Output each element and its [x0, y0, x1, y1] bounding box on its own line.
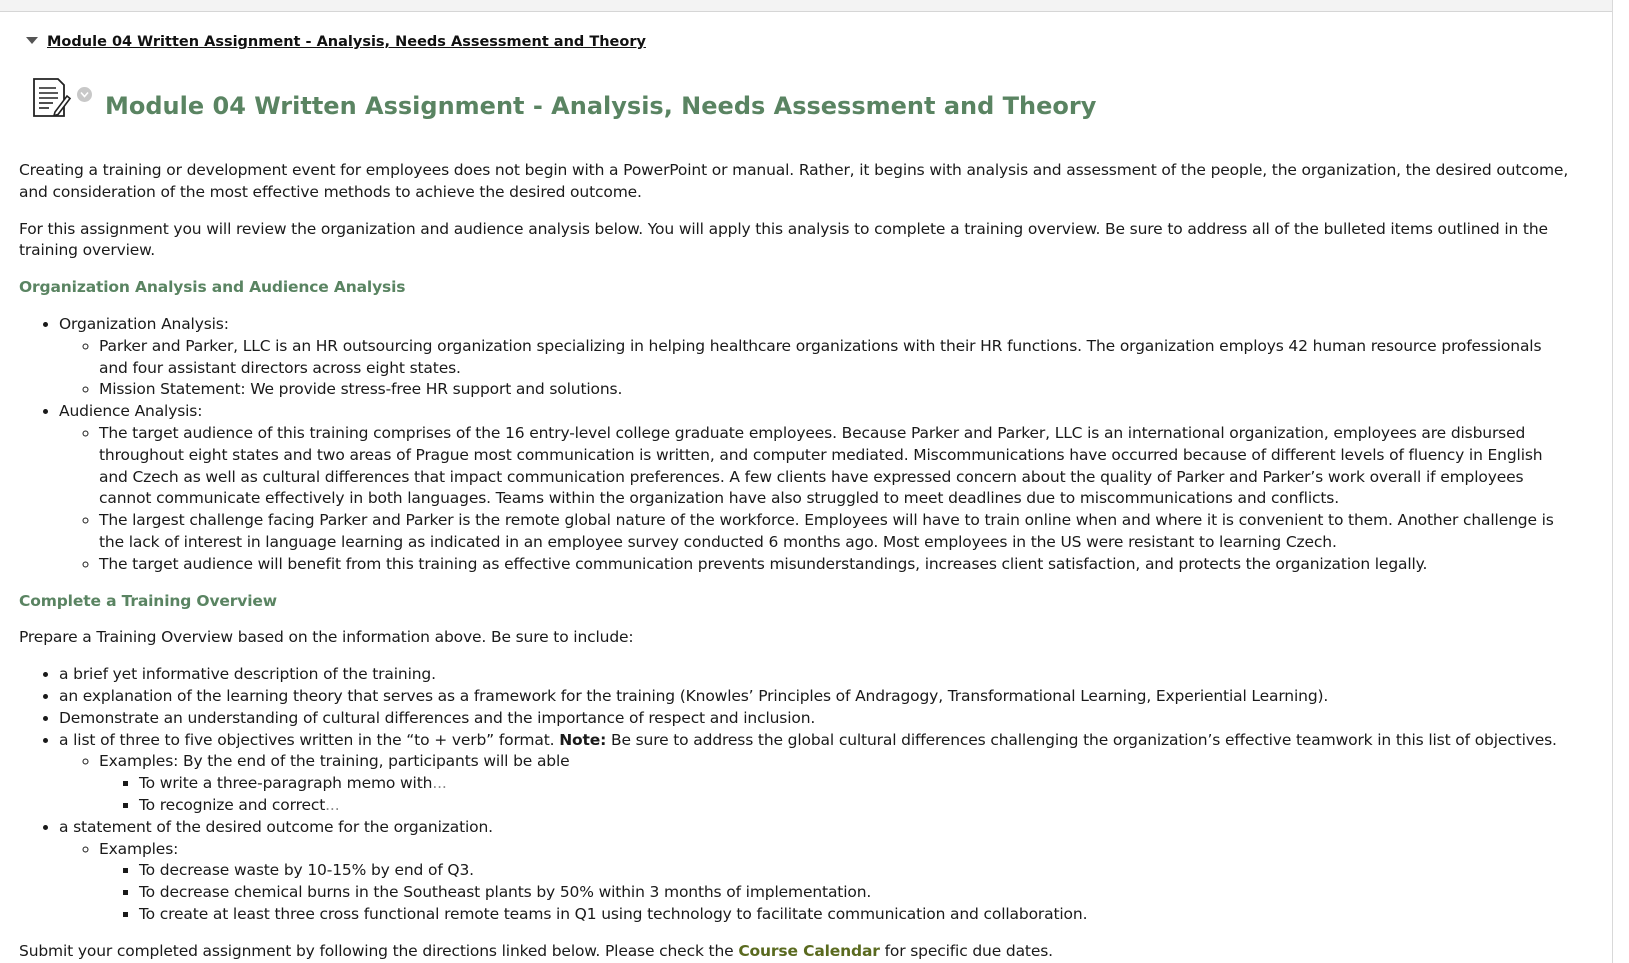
- examples-label: Examples:: [99, 839, 179, 858]
- example-text: To write a three-paragraph memo with: [139, 774, 433, 793]
- outcome-text: a statement of the desired outcome for the organization.: [59, 817, 493, 836]
- examples-label: Examples: By the end of the training, participants will be able: [99, 752, 570, 771]
- list-item: [59, 817, 1574, 926]
- breadcrumb-link[interactable]: Module 04 Written Assignment - Analysis, Needs Assessment and Theory: [47, 34, 646, 50]
- objectives-note-text: Be sure to address the global cultural differences challenging the organization’s effective teamwork in this list of objectives.: [606, 730, 1557, 749]
- list-item: • a brief yet informative description of the training.: [59, 664, 1574, 686]
- ellipsis: ...: [325, 795, 340, 814]
- note-label: Note:: [559, 730, 607, 749]
- collapse-caret-icon[interactable]: [26, 37, 38, 44]
- list-item: ▪ To create at least three cross functional remote teams in Q1 using technology to facilitate communication and collaboration.: [139, 904, 1574, 926]
- list-item: [99, 839, 1574, 926]
- overview-intro: Prepare a Training Overview based on the information above. Be sure to include:: [19, 628, 634, 647]
- list-item: ◦ Parker and Parker, LLC is an HR outsourcing organization specializing in helping healthcare organizations with their HR functions. The organization employs 42 human resource professionals and four assistant directors across eight states.: [99, 336, 1574, 380]
- list-item: ◦ The largest challenge facing Parker and Parker is the remote global nature of the workforce. Employees will have to train online when and where it is convenient to them. Another challenge is the lack of interest in language learning as indicated in an employee survey conducted 6 months ago. Most employees in the US were resistant to learning Czech.: [99, 510, 1574, 554]
- intro-paragraph-2: For this assignment you will review the organization and audience analysis below. You will apply this analysis to complete a training overview. Be sure to address all of the bulleted items outlined in the training overview.: [19, 219, 1548, 260]
- list-item: • Demonstrate an understanding of cultural differences and the importance of respect and inclusion.: [59, 708, 1574, 730]
- list-item: • an explanation of the learning theory that serves as a framework for the training (Knowles’ Principles of Andragogy, Transformational Learning, Experiential Learning).: [59, 686, 1574, 708]
- list-item: ◦ The target audience of this training comprises of the 16 entry-level college graduate employees. Because Parker and Parker, LLC is an international organization, employees are disbursed throughout eight states and two areas of Prague most communication is written, and computer mediated. Miscommunications have occurred because of different levels of fluency in English and Czech as well as cultural differences that impact communication preferences. A few clients have expressed concern about the quality of Parker and Parker’s work overall if employees cannot communicate effectively in both languages. Teams within the organization have also struggled to meet deadlines due to miscommunications and conflicts.: [99, 423, 1574, 510]
- breadcrumb: [26, 34, 646, 50]
- list-item: ▪ To decrease chemical burns in the Southeast plants by 50% within 3 months of implementation.: [139, 882, 1574, 904]
- list-item: [59, 401, 1574, 575]
- section-heading-analysis: Organization Analysis and Audience Analysis: [19, 278, 406, 297]
- list-item: [59, 730, 1574, 817]
- list-item: ◦ Mission Statement: We provide stress-free HR support and solutions.: [99, 379, 1574, 401]
- assignment-body: [19, 160, 1574, 963]
- audience-analysis-label: Audience Analysis:: [59, 402, 203, 421]
- submit-text-end: for specific due dates.: [879, 941, 1053, 960]
- analysis-list: [19, 314, 1574, 576]
- top-toolbar: [0, 0, 1612, 12]
- objectives-text: a list of three to five objectives written in the “to + verb” format.: [59, 730, 560, 749]
- check-circle-icon[interactable]: [77, 87, 92, 102]
- list-item: ▪ To decrease waste by 10-15% by end of Q3.: [139, 860, 1574, 882]
- assignment-icon: [31, 76, 71, 120]
- ellipsis: ...: [432, 774, 447, 793]
- scrollbar-track[interactable]: [1612, 0, 1613, 963]
- content-page: [0, 12, 1612, 963]
- list-item: [59, 314, 1574, 401]
- list-item: [139, 773, 1574, 795]
- list-item: [99, 751, 1574, 816]
- list-item: [139, 795, 1574, 817]
- section-heading-overview: Complete a Training Overview: [19, 591, 277, 610]
- submit-text: Submit your completed assignment by following the directions linked below. Please check the: [19, 941, 739, 960]
- example-text: To recognize and correct: [139, 795, 326, 814]
- org-analysis-label: Organization Analysis:: [59, 314, 229, 333]
- list-item: ◦ The target audience will benefit from this training as effective communication prevents misunderstandings, increases client satisfaction, and protects the organization legally.: [99, 554, 1574, 576]
- submit-paragraph: [19, 941, 1574, 963]
- overview-list: [19, 664, 1574, 926]
- intro-paragraph-1: Creating a training or development event for employees does not begin with a PowerPoint or manual. Rather, it begins with analysis and assessment of the people, the organization, the desired outcome, and consideration of the most effective methods to achieve the desired outcome.: [19, 161, 1569, 201]
- page-title: Module 04 Written Assignment - Analysis, Needs Assessment and Theory: [105, 92, 1097, 120]
- course-calendar-link[interactable]: Course Calendar: [738, 941, 880, 960]
- page-header: [31, 76, 1096, 120]
